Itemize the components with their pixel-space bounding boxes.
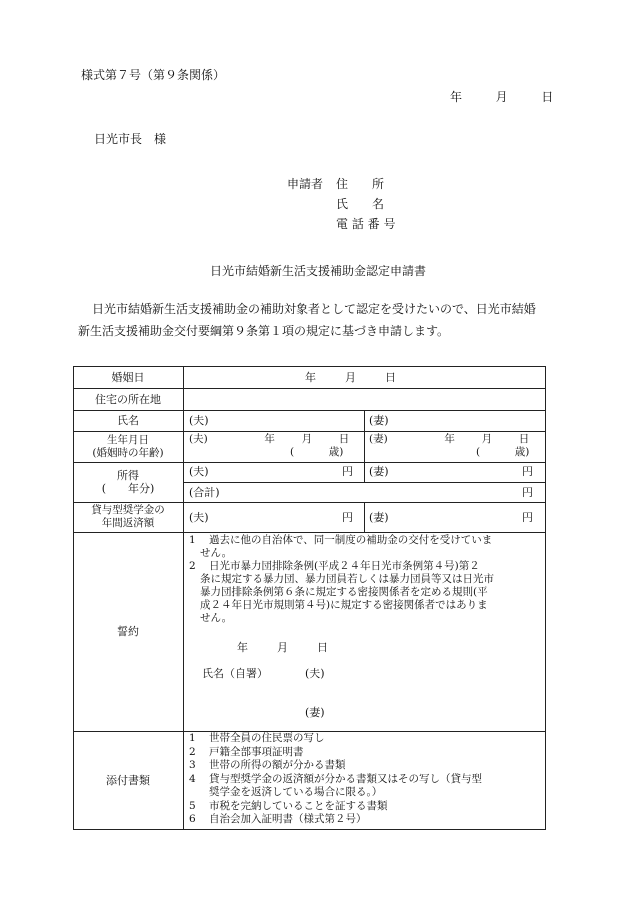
attachment-text: 世帯全員の住民票の写し (209, 732, 325, 744)
income-label-line2: ( 年分) (101, 482, 155, 495)
pledge-item-1-num: 1 (189, 534, 196, 546)
pledge-month-label: 月 (277, 641, 288, 654)
applicant-address-label: 住 所 (336, 177, 385, 191)
attachment-num: 6 (189, 813, 196, 825)
husband-birth-day: 日 (338, 433, 350, 445)
attachment-num: 2 (189, 745, 196, 758)
husband-age-open: ( (290, 446, 295, 458)
wife-tag: (妻) (369, 511, 389, 524)
wife-tag: (妻) (305, 706, 325, 719)
attachment-item (189, 800, 388, 813)
applicant-name-label: 氏 名 (336, 197, 385, 211)
wife-age-open: ( (476, 446, 481, 458)
attachment-text: 自治会加入証明書（様式第２号） (209, 813, 367, 825)
birthdate-label (73, 431, 183, 462)
wife-income-field[interactable] (369, 465, 389, 478)
pledge-item-2-line3: 暴力団排除条例第６条に規定する密接関係者を定める規則(平 (200, 586, 488, 598)
wife-loan-field[interactable] (369, 511, 389, 524)
pledge-item-2-line5: せん。 (200, 612, 233, 624)
attachment-text: 奨学金を返済している場合に限る。） (209, 786, 383, 798)
income-label (73, 462, 183, 502)
attachment-num: 3 (189, 759, 196, 771)
loan-label-line2: 年間返済額 (101, 517, 155, 529)
pledge-item-2-line2: 条に規定する暴力団、暴力団員若しくは暴力団員等又は日光市 (200, 573, 494, 585)
pledge-item-2-num: 2 (189, 560, 196, 572)
pledge-date-field[interactable] (237, 641, 328, 654)
husband-age-close: 歳) (328, 446, 344, 458)
attachment-item (189, 732, 325, 745)
husband-signature-field[interactable] (305, 667, 325, 680)
total-income-field[interactable] (189, 486, 220, 499)
marriage-day-label: 日 (385, 371, 396, 384)
signature-label: 氏名（自署） (202, 667, 268, 680)
husband-tag: (夫) (189, 465, 209, 478)
wife-name-field[interactable] (369, 414, 389, 427)
attachment-text: 市税を完納していることを証する書類 (209, 799, 388, 812)
attachment-item (189, 786, 382, 799)
addressee: 日光市長 様 (94, 132, 167, 146)
husband-birth-year: 年 (264, 433, 275, 445)
home-address-label: 住宅の所在地 (95, 392, 161, 406)
attachment-item (189, 813, 367, 826)
wife-tag: (妻) (369, 465, 389, 478)
income-label-line1: 所得 (117, 469, 139, 482)
pledge-item-1-line2: せん。 (200, 547, 233, 559)
pledge-item-1-line1: 過去に他の自治体で、同一制度の補助金の交付を受けていま (209, 534, 493, 546)
name-label: 氏名 (117, 414, 139, 427)
home-address-field[interactable] (184, 389, 544, 409)
husband-birth-month: 月 (301, 433, 313, 445)
husband-income-yen: 円 (342, 465, 353, 478)
husband-income-field[interactable] (189, 465, 209, 478)
wife-loan-yen: 円 (522, 511, 533, 524)
day-label: 日 (541, 90, 554, 104)
year-label: 年 (450, 90, 463, 104)
wife-signature-field[interactable] (305, 706, 325, 719)
pledge-item-2-line4: 成２４年日光市規則第４号)に規定する密接関係者ではありま (200, 599, 488, 611)
intro-line-2: 新生活支援補助金交付要綱第９条第１項の規定に基づき申請します。 (78, 324, 450, 338)
total-tag: (合計) (189, 486, 220, 499)
marriage-date-field[interactable] (305, 371, 396, 384)
attachment-item (189, 746, 304, 759)
date-line (450, 90, 553, 104)
loan-label-line1: 貸与型奨学金の (91, 504, 165, 517)
pledge-day-label: 日 (317, 641, 328, 654)
attachment-num: 1 (189, 732, 196, 744)
husband-birthdate-field[interactable] (189, 433, 349, 446)
intro-line-1: 日光市結婚新生活支援補助金の補助対象者として認定を受けたいので、日光市結婚 (92, 302, 536, 316)
document-title: 日光市結婚新生活支援補助金認定申請書 (210, 264, 427, 278)
husband-loan-yen: 円 (342, 511, 353, 524)
wife-age-close: 歳) (514, 446, 530, 458)
husband-name-field[interactable] (189, 414, 209, 427)
pledge-item-2 (189, 560, 480, 573)
husband-age-field[interactable] (290, 446, 343, 459)
marriage-month-label: 月 (345, 371, 356, 384)
husband-tag: (夫) (189, 414, 209, 427)
wife-birth-month: 月 (481, 433, 493, 445)
attachment-text: 世帯の所得の額が分かる書類 (209, 759, 346, 771)
husband-tag: (夫) (305, 667, 325, 680)
attachment-text: 貸与型奨学金の返済額が分かる書類又はその写し（貸与型 (209, 772, 482, 785)
pledge-year-label: 年 (237, 641, 248, 654)
husband-loan-field[interactable] (189, 511, 209, 524)
marriage-year-label: 年 (305, 371, 316, 384)
attachments-label: 添付書類 (106, 773, 150, 787)
attachment-item (189, 773, 482, 786)
marriage-date-label: 婚姻日 (111, 370, 145, 384)
wife-income-yen: 円 (522, 465, 533, 478)
wife-age-field[interactable] (476, 446, 529, 459)
wife-birth-day: 日 (518, 433, 530, 445)
pledge-label: 誓約 (117, 625, 139, 638)
pledge-item-2-line1: 日光市暴力団排除条例(平成２４年日光市条例第４号)第２ (209, 560, 480, 572)
wife-tag: (妻) (369, 414, 389, 427)
total-income-yen: 円 (522, 486, 533, 499)
month-label: 月 (495, 90, 508, 104)
attachment-item (189, 759, 346, 772)
husband-tag: (夫) (189, 511, 209, 524)
form-number: 様式第７号（第９条関係） (81, 68, 226, 82)
attachment-text: 戸籍全部事項証明書 (209, 745, 304, 758)
birthdate-label-line2: (婚姻時の年齢) (92, 446, 164, 459)
wife-birth-year: 年 (444, 433, 455, 445)
attachment-num: 5 (189, 799, 196, 812)
wife-tag: (妻) (369, 433, 388, 445)
attachment-num: 4 (189, 772, 196, 785)
pledge-item-1 (189, 534, 492, 547)
applicant-phone-label: 電 話 番 号 (336, 217, 396, 231)
husband-tag: (夫) (189, 433, 208, 445)
loan-label (73, 502, 183, 532)
wife-birthdate-field[interactable] (369, 433, 529, 446)
birthdate-label-line1: 生年月日 (107, 433, 149, 446)
applicant-label: 申請者 (287, 177, 324, 191)
